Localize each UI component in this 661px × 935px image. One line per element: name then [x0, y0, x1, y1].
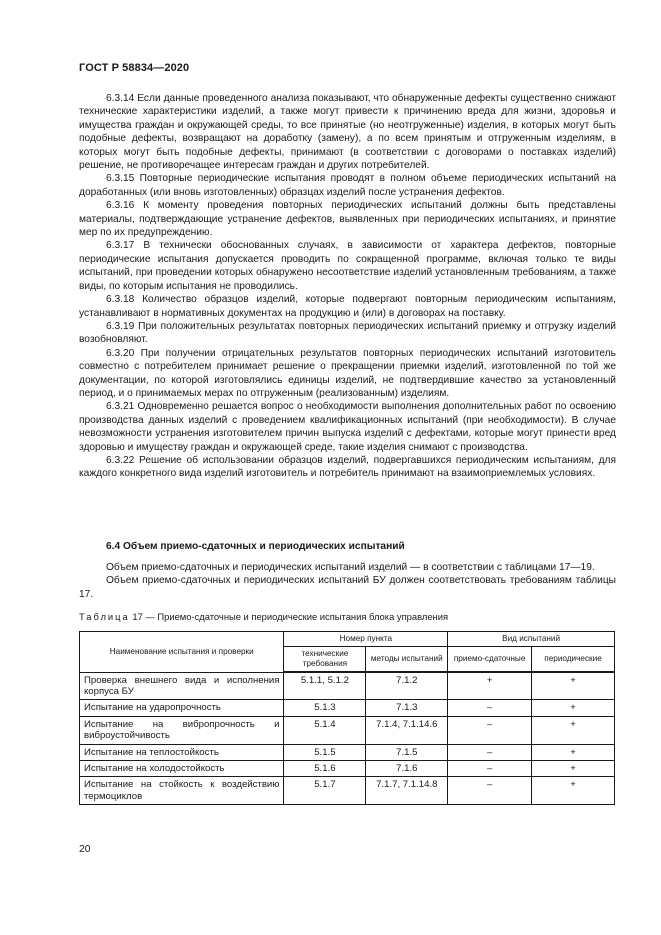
header-test-type: Вид испытаний — [448, 632, 615, 647]
row-tech-req: 5.1.4 — [284, 716, 366, 744]
row-tech-req: 5.1.3 — [284, 700, 366, 716]
row-method: 7.1.6 — [366, 760, 448, 776]
row-test-name: Испытание на теплостойкость — [80, 744, 284, 760]
row-test-name: Испытание на стойкость к воздействию термоциклов — [80, 777, 284, 805]
header-point-number: Номер пункта — [284, 632, 448, 647]
row-acceptance: – — [448, 744, 532, 760]
row-periodic: + — [532, 777, 615, 805]
table-row — [80, 760, 615, 776]
table-row — [80, 716, 615, 744]
row-method: 7.1.4, 7.1.14.6 — [366, 716, 448, 744]
table-caption-label: Таблица — [79, 611, 130, 622]
row-tech-req: 5.1.7 — [284, 777, 366, 805]
paragraph-6-3-18: 6.3.18 Количество образцов изделий, которые подвергают повторным периодическим испытаниям, устанавливают в нормативных документах на продукцию и (или) в договорах на поставку. — [79, 294, 616, 319]
row-periodic: + — [532, 672, 615, 700]
page-number: 20 — [79, 844, 91, 855]
row-test-name: Проверка внешнего вида и исполнения корпуса БУ — [80, 672, 284, 700]
document-header: ГОСТ Р 58834—2020 — [79, 62, 190, 74]
paragraph-6-3-19: 6.3.19 При положительных результатах повторных периодических испытаний приемку и отгрузку изделий возобновляют. — [79, 320, 616, 346]
row-method: 7.1.7, 7.1.14.8 — [366, 777, 448, 805]
section-title: 6.4 Объем приемо-сдаточных и периодических испытаний — [106, 541, 405, 552]
header-tech-req: технические требования — [284, 647, 366, 673]
section-paragraph: Объем приемо-сдаточных и периодических испытаний изделий — в соответствии с таблицами 17—19. — [106, 562, 595, 573]
row-periodic: + — [532, 716, 615, 744]
row-method: 7.1.5 — [366, 744, 448, 760]
row-acceptance: – — [448, 716, 532, 744]
paragraph-6-3-14: 6.3.14 Если данные проведенного анализа показывают, что обнаруженные дефекты существенно снижают технические характеристики изделий, а также могут привести к причинению вреда для жизни, здоровья и имущества граждан и окружающей среды, то все принятые (но неотгруженные) изделия, в которых могут быть подобные дефекты, возвращают на доработку (замену), а по всем принятым и отгруженным изделиям, в которых могут быть подобные дефекты, принимают (в соответствии с договорами о поставках изделий) решение, не противоречащее интересам граждан и других потребителей. — [79, 93, 616, 172]
header-methods: методы испытаний — [366, 647, 448, 673]
row-tech-req: 5.1.5 — [284, 744, 366, 760]
row-periodic: + — [532, 760, 615, 776]
row-test-name: Испытание на холодостойкость — [80, 760, 284, 776]
section-paragraph: Объем приемо-сдаточных и периодических испытаний БУ должен соответствовать требованиям таблицы 17. — [79, 575, 616, 600]
row-tech-req: 5.1.1, 5.1.2 — [284, 672, 366, 700]
row-tech-req: 5.1.6 — [284, 760, 366, 776]
header-acceptance: приемо-сдаточные — [448, 647, 532, 673]
row-method: 7.1.2 — [366, 672, 448, 700]
paragraph-6-3-21: 6.3.21 Одновременно решается вопрос о необходимости выполнения дополнительных работ по освоению производства данных изделий с проведением квалификационных испытаний (при необходимости). В случае невозможности устранения изготовителем причин выпуска изделий с дефектами, которые могут принести вред здоровью и имуществу граждан и окружающей среде, такие изделия снимают с производства. — [79, 401, 616, 453]
paragraph-6-3-16: 6.3.16 К моменту проведения повторных периодических испытаний должны быть представлены материалы, подтверждающие устранение дефектов, выявленных при периодических испытаниях, и принятие мер по их предупреждению. — [79, 200, 616, 239]
table-row — [80, 744, 615, 760]
table-row — [80, 672, 615, 700]
row-acceptance: – — [448, 777, 532, 805]
paragraph-6-3-22: 6.3.22 Решение об использовании образцов изделий, подвергавшихся периодическим испытаниям, для каждого конкретного вида изделий изготовитель и потребитель принимают на взаимоприемлемых условиях. — [79, 454, 616, 480]
table-row — [80, 700, 615, 716]
row-periodic: + — [532, 744, 615, 760]
paragraph-6-3-20: 6.3.20 При получении отрицательных результатов повторных периодических испытаний изготовитель совместно с потребителем принимает решение о прекращении приемки изделий, изготовленной по той же документации, по которой изготовлялись единицы изделий, не подтвердившие качество за установленный период, и о принимаемых мерах по отгруженным (реализованным) изделиям. — [79, 347, 616, 399]
row-periodic: + — [532, 700, 615, 716]
header-name: Наименование испытания и проверки — [80, 632, 284, 673]
table-row — [80, 777, 615, 805]
row-test-name: Испытание на ударопрочность — [80, 700, 284, 716]
row-method: 7.1.3 — [366, 700, 448, 716]
row-acceptance: – — [448, 700, 532, 716]
section-text — [79, 561, 616, 601]
paragraph-6-3-17: 6.3.17 В технически обоснованных случаях, в зависимости от характера дефектов, повторные периодические испытания допускается проводить по сокращенной программе, включая только те виды испытаний, при проведении которых обнаружено несоответствие изделий установленным требованиям, а также виды, по которым испытания не проводились. — [79, 240, 616, 292]
row-test-name: Испытание на вибропрочность и виброустойчивость — [80, 716, 284, 744]
table-caption-text: 17 — Приемо-сдаточные и периодические испытания блока управления — [132, 611, 449, 622]
body-text — [79, 92, 616, 481]
header-periodic: периодические — [532, 647, 615, 673]
row-acceptance: + — [448, 672, 532, 700]
table-caption — [79, 611, 448, 622]
paragraph-6-3-15: 6.3.15 Повторные периодические испытания проводят в полном объеме периодических испытаний на доработанных (или вновь изготовленных) образцах изделий после устранения дефектов. — [79, 173, 616, 198]
tests-table — [79, 631, 615, 805]
row-acceptance: – — [448, 760, 532, 776]
